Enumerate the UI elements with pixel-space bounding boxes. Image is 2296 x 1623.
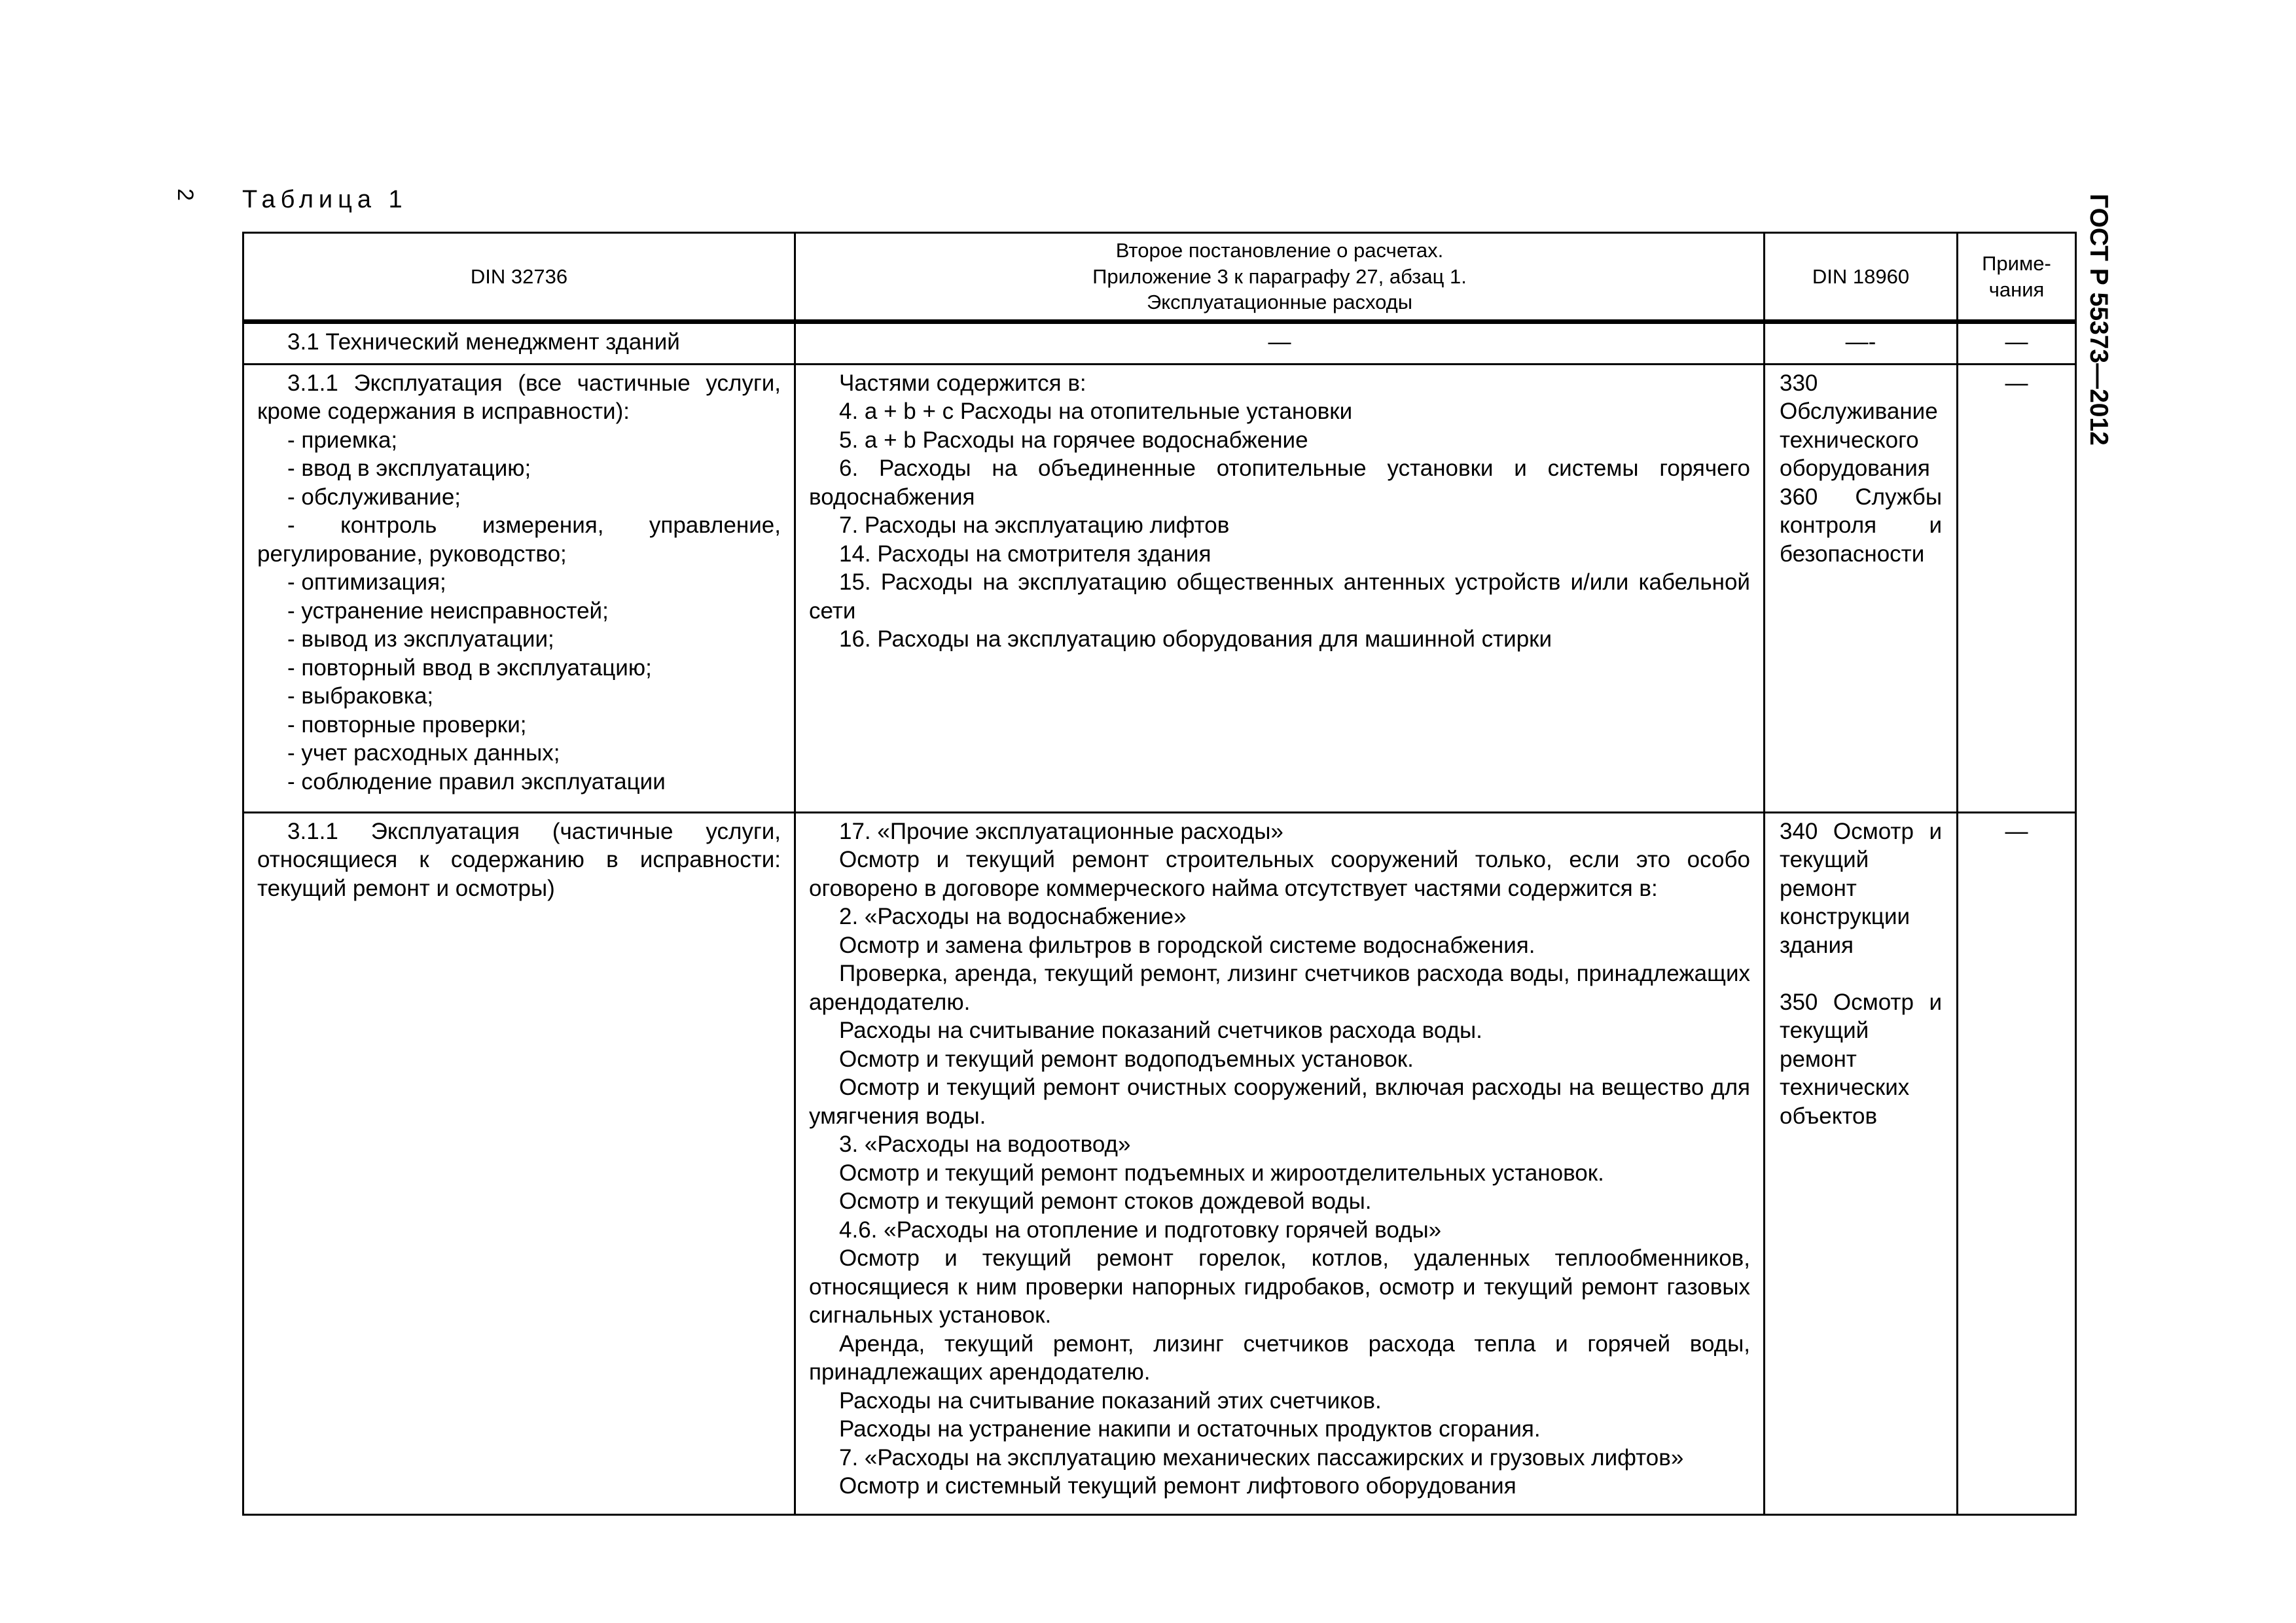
list-item: - оптимизация; — [287, 569, 446, 596]
header-din18960: DIN 18960 — [1765, 233, 1958, 322]
header-regulation — [795, 233, 1765, 322]
cell-notes — [1958, 812, 2076, 1514]
list-item: - приемка; — [287, 427, 398, 453]
header-notes — [1958, 233, 2076, 322]
cell-text: Осмотр и текущий ремонт горелок, котлов, удаленных теплообменников, относящиеся к ним проверки напорных гидробаков, осмотр и текущий ремонт газовых сигнальных установок. — [809, 1245, 1750, 1329]
spacer — [1780, 959, 1942, 988]
list-item: - соблюдение правил эксплуатации — [287, 768, 666, 794]
document-id: ГОСТ Р 55373—2012 — [2085, 194, 2113, 446]
cell-text: Осмотр и замена фильтров в городской системе водоснабжения. — [839, 932, 1535, 958]
cell-din32736 — [243, 322, 795, 365]
cell-text: Частями содержится в: — [839, 370, 1086, 396]
list-item: - выбраковка; — [287, 683, 434, 709]
cell-text: 14. Расходы на смотрителя здания — [839, 541, 1211, 567]
cell-text: 360 Службы контроля и безопасности — [1780, 484, 1942, 567]
cell-text: 2. «Расходы на водоснабжение» — [839, 904, 1187, 930]
cell-text: 340 Осмотр и текущий ремонт конструкции здания — [1780, 818, 1942, 958]
cell-text: 4. а + b + с Расходы на отопительные установки — [839, 399, 1353, 425]
cell-text: Осмотр и текущий ремонт очистных сооружений, включая расходы на вещество для умягчения воды. — [809, 1075, 1750, 1129]
cell-notes — [1958, 364, 2076, 812]
cell-notes — [1958, 322, 2076, 365]
cell-regulation — [795, 322, 1765, 365]
header-regulation-line: Второе постановление о расчетах. — [1115, 239, 1444, 262]
comparison-table — [242, 232, 2077, 1516]
dash-mark: — — [2005, 818, 2028, 844]
header-notes-line: чания — [1988, 277, 2045, 301]
page-number: 2 — [173, 188, 198, 201]
table-caption: Таблица 1 — [242, 186, 408, 213]
cell-text: 7. Расходы на эксплуатацию лифтов — [839, 512, 1230, 539]
cell-text: 3.1.1 Эксплуатация (частичные услуги, относящиеся к содержанию в исправности: текущий ремонт и осмотры) — [257, 818, 781, 901]
cell-text: 5. а + b Расходы на горячее водоснабжение — [839, 427, 1308, 453]
cell-text: 330 Обслуживание технического оборудования — [1780, 370, 1938, 482]
list-item: - учет расходных данных; — [287, 740, 560, 766]
dash-mark: — — [2005, 370, 2028, 396]
cell-din32736 — [243, 812, 795, 1514]
cell-text: 16. Расходы на эксплуатацию оборудования для машинной стирки — [839, 626, 1552, 652]
cell-text: Осмотр и системный текущий ремонт лифтового оборудования — [839, 1473, 1516, 1499]
cell-text: 6. Расходы на объединенные отопительные установки и системы горячего водоснабжения — [809, 455, 1750, 510]
cell-text: Осмотр и текущий ремонт стоков дождевой воды. — [839, 1188, 1372, 1215]
header-din32736: DIN 32736 — [243, 233, 795, 322]
cell-text: 3. «Расходы на водоотвод» — [839, 1132, 1131, 1158]
cell-text: Расходы на считывание показаний счетчиков расхода воды. — [839, 1018, 1482, 1044]
cell-text: 15. Расходы на эксплуатацию общественных антенных устройств и/или кабельной сети — [809, 569, 1750, 624]
header-notes-line: Приме- — [1982, 251, 2051, 275]
cell-text: Расходы на устранение накипи и остаточных продуктов сгорания. — [839, 1416, 1541, 1442]
dash-mark: —- — [1845, 329, 1876, 355]
cell-din18960 — [1765, 364, 1958, 812]
list-item: - контроль измерения, управление, регулирование, руководство; — [257, 512, 781, 567]
list-item: - повторный ввод в эксплуатацию; — [287, 654, 652, 681]
table-row — [243, 812, 2076, 1514]
cell-regulation — [795, 812, 1765, 1514]
cell-din32736 — [243, 364, 795, 812]
header-regulation-line: Эксплуатационные расходы — [1146, 291, 1413, 314]
cell-text: 17. «Прочие эксплуатационные расходы» — [839, 818, 1283, 844]
cell-text: Осмотр и текущий ремонт подъемных и жироотделительных установок. — [839, 1160, 1604, 1186]
cell-text: Осмотр и текущий ремонт строительных сооружений только, если это особо оговорено в договоре коммерческого найма отсутствует частями содержится в: — [809, 847, 1750, 901]
cell-text: Проверка, аренда, текущий ремонт, лизинг счетчиков расхода воды, принадлежащих арендодателю. — [809, 961, 1750, 1015]
cell-text: 3.1.1 Эксплуатация (все частичные услуги, кроме содержания в исправности): — [257, 370, 781, 425]
list-item: - устранение неисправностей; — [287, 597, 609, 624]
header-regulation-line: Приложение 3 к параграфу 27, абзац 1. — [1092, 264, 1467, 288]
cell-text: Осмотр и текущий ремонт водоподъемных установок. — [839, 1046, 1414, 1072]
dash-mark: — — [2005, 329, 2028, 355]
cell-text: Аренда, текущий ремонт, лизинг счетчиков расхода тепла и горячей воды, принадлежащих арендодателю. — [809, 1330, 1750, 1385]
list-item: - вывод из эксплуатации; — [287, 626, 554, 652]
table-header-row — [243, 233, 2076, 322]
cell-text: 7. «Расходы на эксплуатацию механических пассажирских и грузовых лифтов» — [839, 1444, 1684, 1471]
cell-din18960 — [1765, 322, 1958, 365]
cell-text: 350 Осмотр и текущий ремонт технических объектов — [1780, 989, 1942, 1129]
dash-mark: — — [1268, 329, 1291, 355]
cell-text: 4.6. «Расходы на отопление и подготовку горячей воды» — [839, 1217, 1442, 1243]
cell-text: 3.1 Технический менеджмент зданий — [287, 329, 680, 355]
cell-text: Расходы на считывание показаний этих счетчиков. — [839, 1387, 1382, 1414]
list-item: - повторные проверки; — [287, 711, 527, 738]
cell-regulation — [795, 364, 1765, 812]
table-row — [243, 322, 2076, 365]
cell-din18960 — [1765, 812, 1958, 1514]
list-item: - обслуживание; — [287, 484, 461, 510]
list-item: - ввод в эксплуатацию; — [287, 455, 531, 482]
table-row — [243, 364, 2076, 812]
